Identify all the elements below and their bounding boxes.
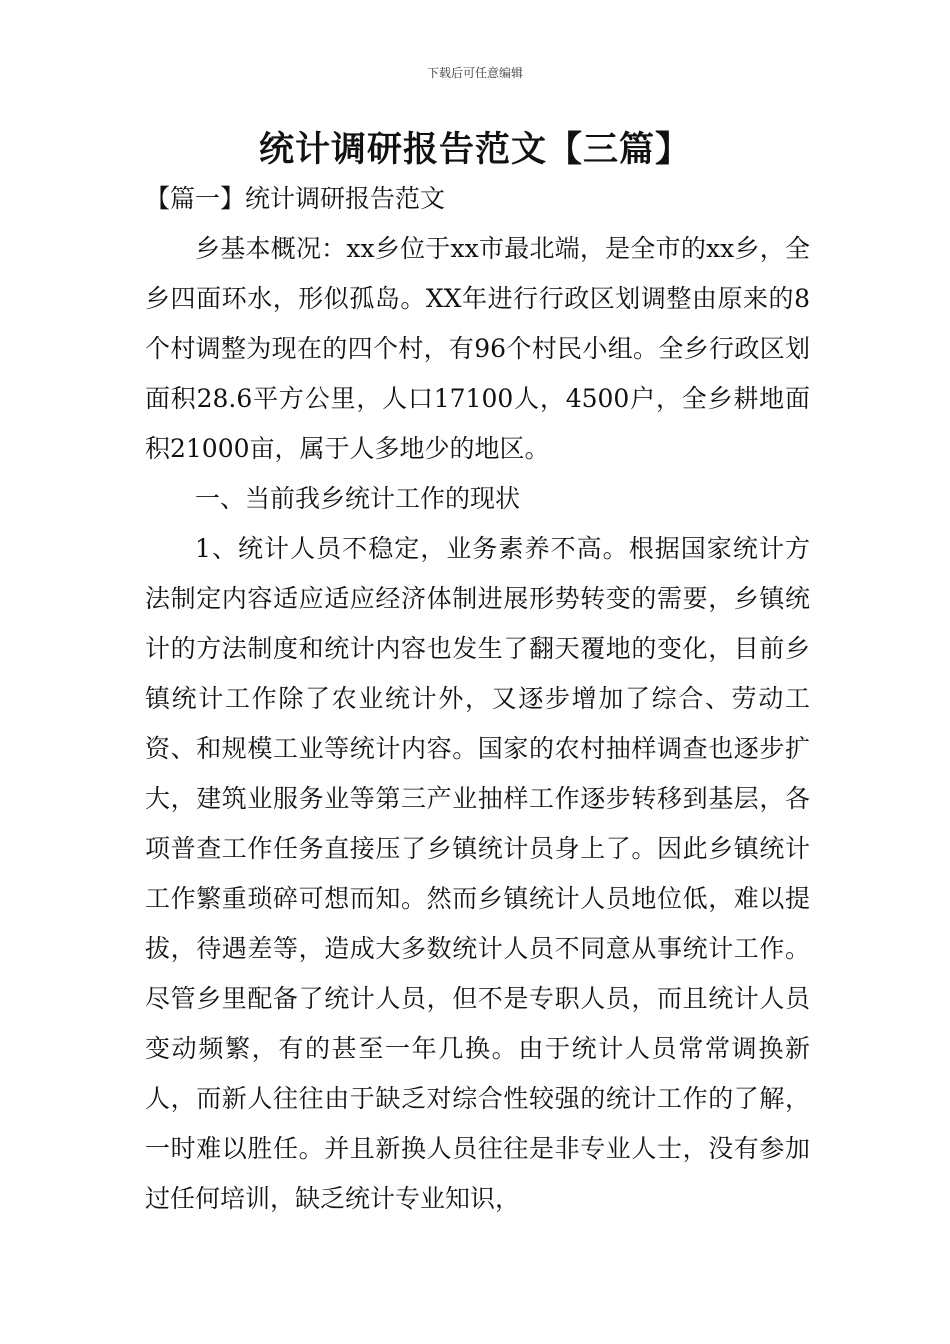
- document-title: 统计调研报告范文【三篇】: [258, 129, 691, 170]
- document-body: [145, 174, 810, 1224]
- header-note: 下载后可任意编辑: [426, 66, 523, 80]
- section-heading: 【篇一】统计调研报告范文: [145, 184, 446, 213]
- paragraph-overview: 乡基本概况：xx乡位于xx市最北端，是全市的xx乡，全乡四面环水，形似孤岛。XX年进行行政区划调整由原来的8个村调整为现在的四个村，有96个村民小组。全乡行政区划面积28.6平方公里，人口17100人，4500户，全乡耕地面积21000亩，属于人多地少的地区。: [145, 234, 810, 463]
- paragraph-subheading: 一、当前我乡统计工作的现状: [195, 484, 521, 513]
- paragraph-point-1: 1、统计人员不稳定，业务素养不高。根据国家统计方法制定内容适应适应经济体制进展形势转变的需要，乡镇统计的方法制度和统计内容也发生了翻天覆地的变化，目前乡镇统计工作除了农业统计外，又逐步增加了综合、劳动工资、和规模工业等统计内容。国家的农村抽样调查也逐步扩大，建筑业服务业等第三产业抽样工作逐步转移到基层，各项普查工作任务直接压了乡镇统计员身上了。因此乡镇统计工作繁重琐碎可想而知。然而乡镇统计人员地位低，难以提拔，待遇差等，造成大多数统计人员不同意从事统计工作。尽管乡里配备了统计人员，但不是专职人员，而且统计人员变动频繁，有的甚至一年几换。由于统计人员常常调换新人，而新人往往由于缺乏对综合性较强的统计工作的了解，一时难以胜任。并且新换人员往往是非专业人士，没有参加过任何培训，缺乏统计专业知识，: [145, 534, 810, 1213]
